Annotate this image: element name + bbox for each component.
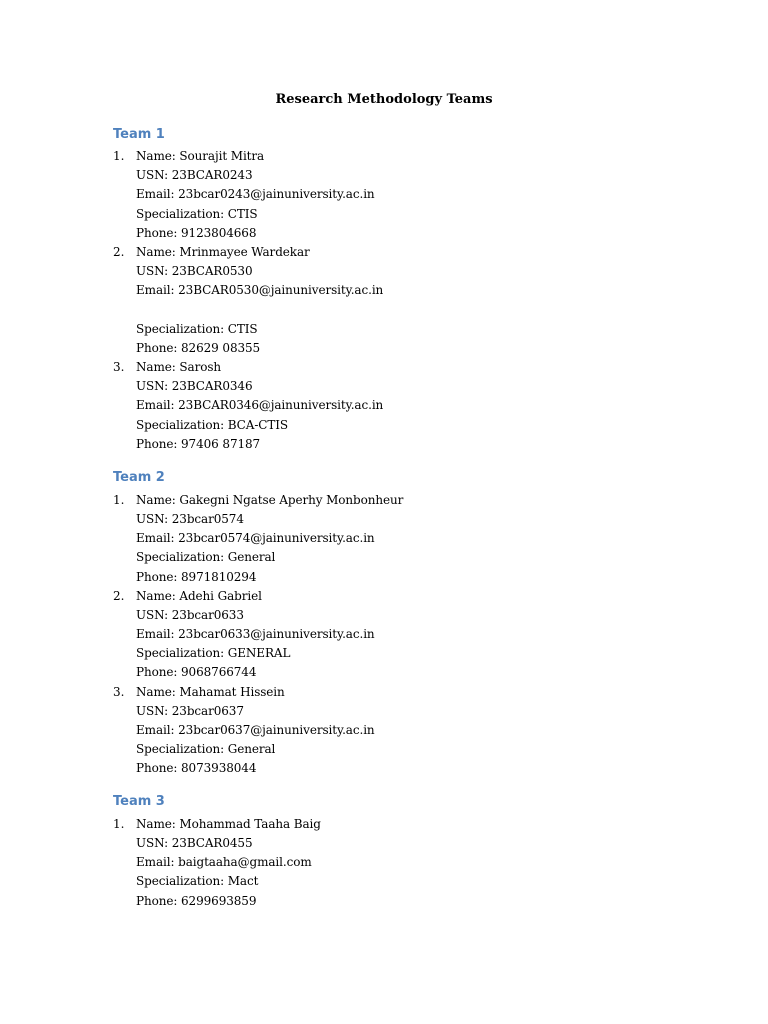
- member-usn: USN: 23BCAR0530: [136, 264, 253, 278]
- member-specialization: Specialization: CTIS: [136, 207, 258, 221]
- member-specialization: Specialization: CTIS: [136, 322, 258, 336]
- member-specialization: Specialization: General: [136, 742, 276, 756]
- member-name: Name: Adehi Gabriel: [136, 589, 262, 603]
- member-name: Name: Mohammad Taaha Baig: [136, 817, 321, 831]
- team-heading: Team 2: [113, 470, 165, 485]
- member-email: Email: 23bcar0637@jainuniversity.ac.in: [136, 723, 375, 737]
- member-phone: Phone: 6299693859: [136, 894, 257, 908]
- member-usn: USN: 23BCAR0346: [136, 379, 253, 393]
- member-usn: USN: 23bcar0574: [136, 512, 244, 526]
- member-specialization: Specialization: GENERAL: [136, 646, 291, 660]
- member-usn: USN: 23BCAR0455: [136, 836, 253, 850]
- list-number: 3.: [113, 685, 125, 699]
- member-name: Name: Sourajit Mitra: [136, 149, 265, 163]
- member-phone: Phone: 9123804668: [136, 226, 257, 240]
- member-email: Email: baigtaaha@gmail.com: [136, 855, 312, 869]
- document-title: Research Methodology Teams: [275, 92, 493, 107]
- member-phone: Phone: 9068766744: [136, 665, 257, 679]
- team-heading: Team 1: [113, 127, 165, 142]
- member-phone: Phone: 97406 87187: [136, 437, 261, 451]
- member-email: Email: 23bcar0243@jainuniversity.ac.in: [136, 187, 375, 201]
- list-number: 2.: [113, 589, 125, 603]
- member-name: Name: Mrinmayee Wardekar: [136, 245, 310, 259]
- member-phone: Phone: 8073938044: [136, 761, 257, 775]
- member-email: Email: 23BCAR0346@jainuniversity.ac.in: [136, 398, 384, 412]
- member-specialization: Specialization: BCA-CTIS: [136, 418, 289, 432]
- member-usn: USN: 23BCAR0243: [136, 168, 253, 182]
- member-specialization: Specialization: General: [136, 550, 276, 564]
- member-name: Name: Gakegni Ngatse Aperhy Monbonheur: [136, 493, 404, 507]
- member-specialization: Specialization: Mact: [136, 874, 259, 888]
- member-usn: USN: 23bcar0637: [136, 704, 244, 718]
- list-number: 1.: [113, 817, 125, 831]
- member-phone: Phone: 8971810294: [136, 570, 257, 584]
- list-number: 2.: [113, 245, 125, 259]
- list-number: 1.: [113, 493, 125, 507]
- member-email: Email: 23bcar0633@jainuniversity.ac.in: [136, 627, 375, 641]
- member-name: Name: Sarosh: [136, 360, 222, 374]
- member-email: Email: 23BCAR0530@jainuniversity.ac.in: [136, 283, 384, 297]
- team-heading: Team 3: [113, 794, 165, 809]
- member-usn: USN: 23bcar0633: [136, 608, 244, 622]
- member-phone: Phone: 82629 08355: [136, 341, 261, 355]
- member-name: Name: Mahamat Hissein: [136, 685, 285, 699]
- list-number: 1.: [113, 149, 125, 163]
- member-email: Email: 23bcar0574@jainuniversity.ac.in: [136, 531, 375, 545]
- list-number: 3.: [113, 360, 125, 374]
